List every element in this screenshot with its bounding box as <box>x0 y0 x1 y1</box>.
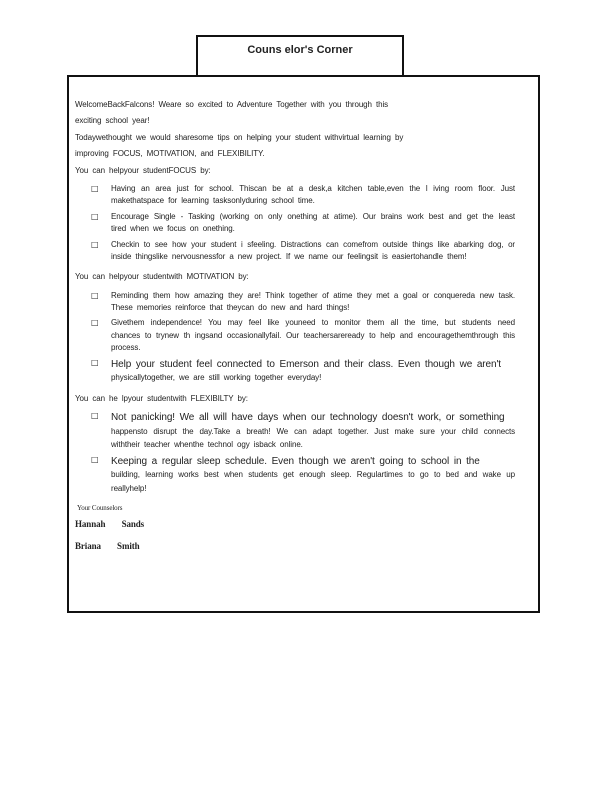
newsletter-body <box>75 99 515 562</box>
flexibility-heading: You can he lpyour studentwith FLEXIBILTY by: <box>75 393 248 403</box>
square-bullet-icon: □ <box>91 290 99 300</box>
intro-line-2: exciting school year! <box>75 116 150 126</box>
intro-line-3: Todaywethought we would sharesome tips on helping your student withvirtual learning by <box>75 132 404 142</box>
list-item: □ Reminding them how amazing they are! Think together of atime they met a goal or conquereda new task. These memories reinforce that theycan do new and hard things! <box>91 290 515 313</box>
list-item: □ Checkin to see how your student i sfeeling. Distractions can comefrom outside things like abarking dog, or inside thingslike nervousnessfor a new project. If we name our feelingsit is easiertohandle them! <box>91 239 515 261</box>
intro-line-1: WelcomeBackFalcons! Weare so excited to Adventure Together with you through this <box>75 100 389 109</box>
intro-line-4: improving FOCUS, MOTIVATION, and FLEXIBILITY. <box>75 149 265 159</box>
list-item: □ Help your student feel connected to Emerson and their class. Even though we aren't physicallytogether, we are still working together everyday! <box>91 357 501 383</box>
flexibility-list <box>75 411 515 495</box>
counselor-name: Briana Smith <box>75 540 140 551</box>
list-item: □ Having an area just for school. Thiscan be at a desk,a kitchen table,even the l iving room floor. Just makethatspace for learning tasksonlyduring school time. <box>91 183 515 206</box>
list-item: □ Givethem independence! You may feel like youneed to monitor them all the time, but students need chances to trynew th ingsand occasionallyfail. Our teachersareready to help and encouragethemthrough this process. <box>91 318 515 353</box>
list-item: □ Not panicking! We all will have days when our technology doesn't work, or something happensto disrupt the day.Take a breath! We can adapt together. Just make sure your child connects withtheir teacher whenthe technol ogy isback online. <box>91 411 515 450</box>
square-bullet-icon: □ <box>91 357 99 367</box>
counselor-name: Hannah Sands <box>75 518 145 529</box>
focus-heading: You can helpyour studentFOCUS by: <box>75 165 211 175</box>
focus-list <box>75 183 515 263</box>
motivation-heading: You can helpyour studentwith MOTIVATION by: <box>75 272 249 282</box>
square-bullet-icon: □ <box>91 211 99 221</box>
square-bullet-icon: □ <box>91 411 99 421</box>
motivation-list <box>75 290 515 385</box>
square-bullet-icon: □ <box>91 239 99 249</box>
square-bullet-icon: □ <box>91 183 99 193</box>
square-bullet-icon: □ <box>91 318 99 328</box>
page-title: Couns elor's Corner <box>196 35 404 75</box>
list-item: □ Encourage Single - Tasking (working on only onething at atime). Our brains work best and get the least tired when we focus on onething. <box>91 211 515 234</box>
signature-label: Your Counselors <box>77 504 123 513</box>
list-item: □ Keeping a regular sleep schedule. Even though we aren't going to school in the building, learning works best when students get enough sleep. Regulartimes to go to bed and wake up reallyhelp! <box>91 454 515 493</box>
square-bullet-icon: □ <box>91 454 99 464</box>
